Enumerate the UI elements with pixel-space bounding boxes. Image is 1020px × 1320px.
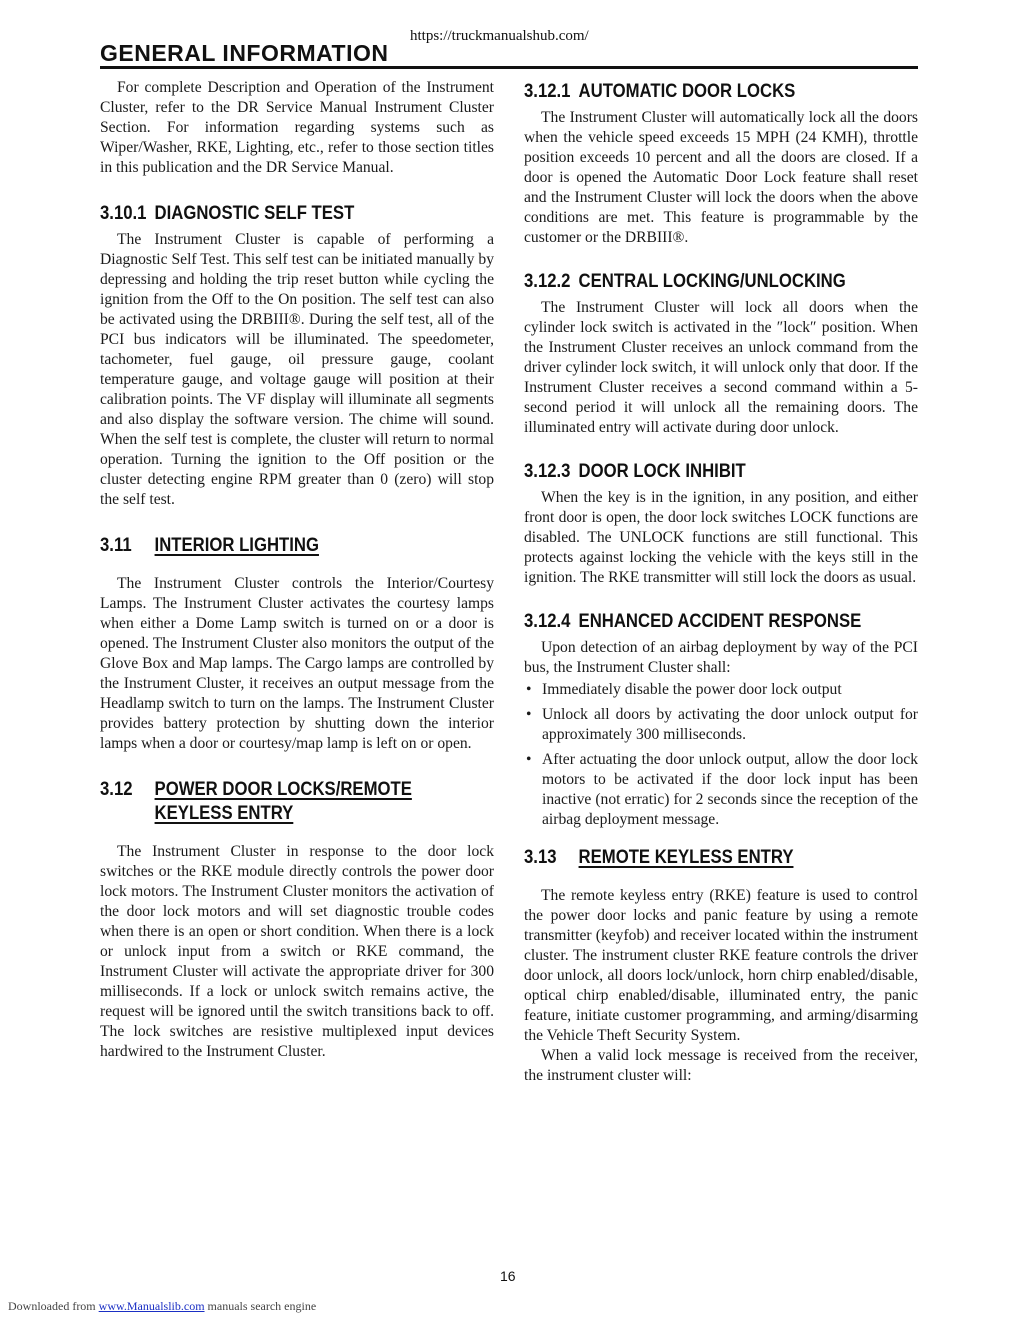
section-heading-3-10-1 — [100, 202, 492, 226]
section-heading-3-12-1 — [524, 80, 916, 104]
section-number: 3.10.1 — [100, 203, 147, 224]
section-heading-3-12 — [100, 778, 492, 826]
left-column — [100, 78, 494, 1062]
section-title: ENHANCED ACCIDENT RESPONSE — [578, 611, 862, 632]
section-body-3-12: The Instrument Cluster in response to the door lock switches or the RKE module directly controls the power door lock motors. The Instrument Cluster monitors the activation of the door lock motors and will set diagnostic trouble codes when there is an open or short condition. When there is a lock or unlock input from a switch or RKE command, the Instrument Cluster will activate the appropriate driver for 300 milliseconds. If a lock or unlock switch remains active, the request will be ignored until the switch transitions back to off. The lock switches are resistive multiplexed input devices hardwired to the Instrument Cluster. — [100, 843, 494, 1060]
section-title-line-1: POWER DOOR LOCKS/REMOTE — [154, 779, 412, 800]
section-title: DOOR LOCK INHIBIT — [578, 461, 746, 482]
footer-prefix: Downloaded from — [8, 1299, 96, 1313]
section-body-3-12-4: Upon detection of an airbag deployment by way of the PCI bus, the Instrument Cluster shall: — [524, 639, 918, 676]
bullet-icon: • — [526, 706, 532, 723]
bullet-icon: • — [526, 681, 532, 698]
section-title: INTERIOR LIGHTING — [154, 535, 319, 556]
section-body-3-10-1: The Instrument Cluster is capable of performing a Diagnostic Self Test. This self test can be initiated manually by depressing and holding the trip reset button while cycling the ignition from the Off to the On position. The self test can also be activated using the DRBIII®. During the self test, all of the PCI bus indicators will be illuminated. The speedometer, tachometer, fuel gauge, oil pressure gauge, coolant temperature gauge, and voltage gauge will position at their calibration points. The VF display will illuminate all segments and also display the software version. The chime will sound. When the self test is complete, the cluster will return to normal operation. Turning the ignition to the Off position or the cluster detecting engine RPM greater than 0 (zero) will stop the self test. — [100, 231, 494, 508]
header-rule — [100, 66, 918, 69]
section-number: 3.13 — [524, 847, 557, 868]
page-header-title: GENERAL INFORMATION — [100, 40, 389, 66]
section-number: 3.12.2 — [524, 271, 571, 292]
source-url: https://truckmanualshub.com/ — [410, 28, 589, 44]
page-number: 16 — [500, 1268, 516, 1284]
section-body-3-12-1: The Instrument Cluster will automatically lock all the doors when the vehicle speed exceeds 15 MPH (24 KMH), throttle position exceeds 10 percent and all the doors are closed. If a door is opened the Automatic Door Lock feature shall reset and the Instrument Cluster will lock the doors when the above conditions are met. This feature is programmable by the customer or the DRBIII®. — [524, 109, 918, 246]
section-number: 3.12 — [100, 779, 133, 800]
manualslib-link[interactable]: www.Manualslib.com — [98, 1299, 205, 1313]
section-heading-3-12-2 — [524, 270, 916, 294]
section-number: 3.12.3 — [524, 461, 571, 482]
list-item: • After actuating the door unlock output, allow the door lock motors to be activated if the door lock input has been inactive (not erratic) for 2 seconds since the reception of the airbag deployment message. — [526, 751, 918, 828]
section-title: AUTOMATIC DOOR LOCKS — [578, 81, 796, 102]
section-title: REMOTE KEYLESS ENTRY — [578, 847, 794, 868]
list-item: • Immediately disable the power door lock output — [526, 681, 842, 698]
section-body-3-11: The Instrument Cluster controls the Interior/Courtesy Lamps. The Instrument Cluster activates the courtesy lamps when either a Dome Lamp switch is turned on or a door is opened. The Instrument Cluster also monitors the output of the Glove Box and Map lamps. The Cargo lamps are controlled by the Instrument Cluster, it receives an output message from the Headlamp switch to turn on the lamps. The Instrument Cluster provides battery protection by shutting down the interior lamps when a door or courtesy/map lamp is left on or open. — [100, 575, 494, 752]
section-heading-3-13 — [524, 846, 916, 870]
section-heading-3-11 — [100, 534, 492, 558]
right-column — [524, 80, 918, 1086]
section-body-3-12-3: When the key is in the ignition, in any position, and either front door is open, the door lock switches LOCK functions are disabled. The UNLOCK functions are still functional. This protects against locking the vehicle with the keys still in the ignition. The RKE transmitter will still lock the doors as usual. — [524, 489, 918, 586]
section-body-3-13: The remote keyless entry (RKE) feature is used to control the power door locks and panic feature by using a remote transmitter (keyfob) and receiver located within the instrument cluster. The instrument cluster RKE feature controls the driver door unlock, all doors lock/unlock, horn chirp enabled/disable, optical chirp enabled/disable, illuminated entry, the panic feature, initiate customer programming, and arming/disarming the Vehicle Theft Security System. — [524, 887, 918, 1044]
section-number: 3.12.4 — [524, 611, 571, 632]
section-body-3-12-2: The Instrument Cluster will lock all doors when the cylinder lock switch is activated in the ″lock″ position. When the Instrument Cluster receives an unlock command from the driver cylinder lock switch, it will unlock only that door. If the Instrument Cluster receives a second command within a 5-second period it will unlock all the remaining doors. The illuminated entry will activate during door unlock. — [524, 299, 918, 436]
section-heading-3-12-4 — [524, 610, 916, 634]
response-bullet-list — [524, 680, 918, 830]
section-number: 3.11 — [100, 535, 132, 556]
footer-suffix: manuals search engine — [207, 1299, 317, 1313]
section-heading-3-12-3 — [524, 460, 916, 484]
section-number: 3.12.1 — [524, 81, 571, 102]
list-item: • Unlock all doors by activating the door unlock output for approximately 300 milliseconds. — [526, 706, 918, 743]
intro-paragraph: For complete Description and Operation of the Instrument Cluster, refer to the DR Service Manual Instrument Cluster Section. For information regarding systems such as Wiper/Washer, RKE, Lighting, etc., refer to those section titles in this publication and the DR Service Manual. — [100, 79, 494, 176]
section-body-3-13-continued: When a valid lock message is received from the receiver, the instrument cluster will: — [524, 1047, 918, 1084]
section-title: CENTRAL LOCKING/UNLOCKING — [578, 271, 846, 292]
section-title-line-2: KEYLESS ENTRY — [154, 803, 294, 824]
section-title: DIAGNOSTIC SELF TEST — [154, 203, 355, 224]
download-footer — [8, 1299, 316, 1314]
bullet-icon: • — [526, 751, 532, 768]
